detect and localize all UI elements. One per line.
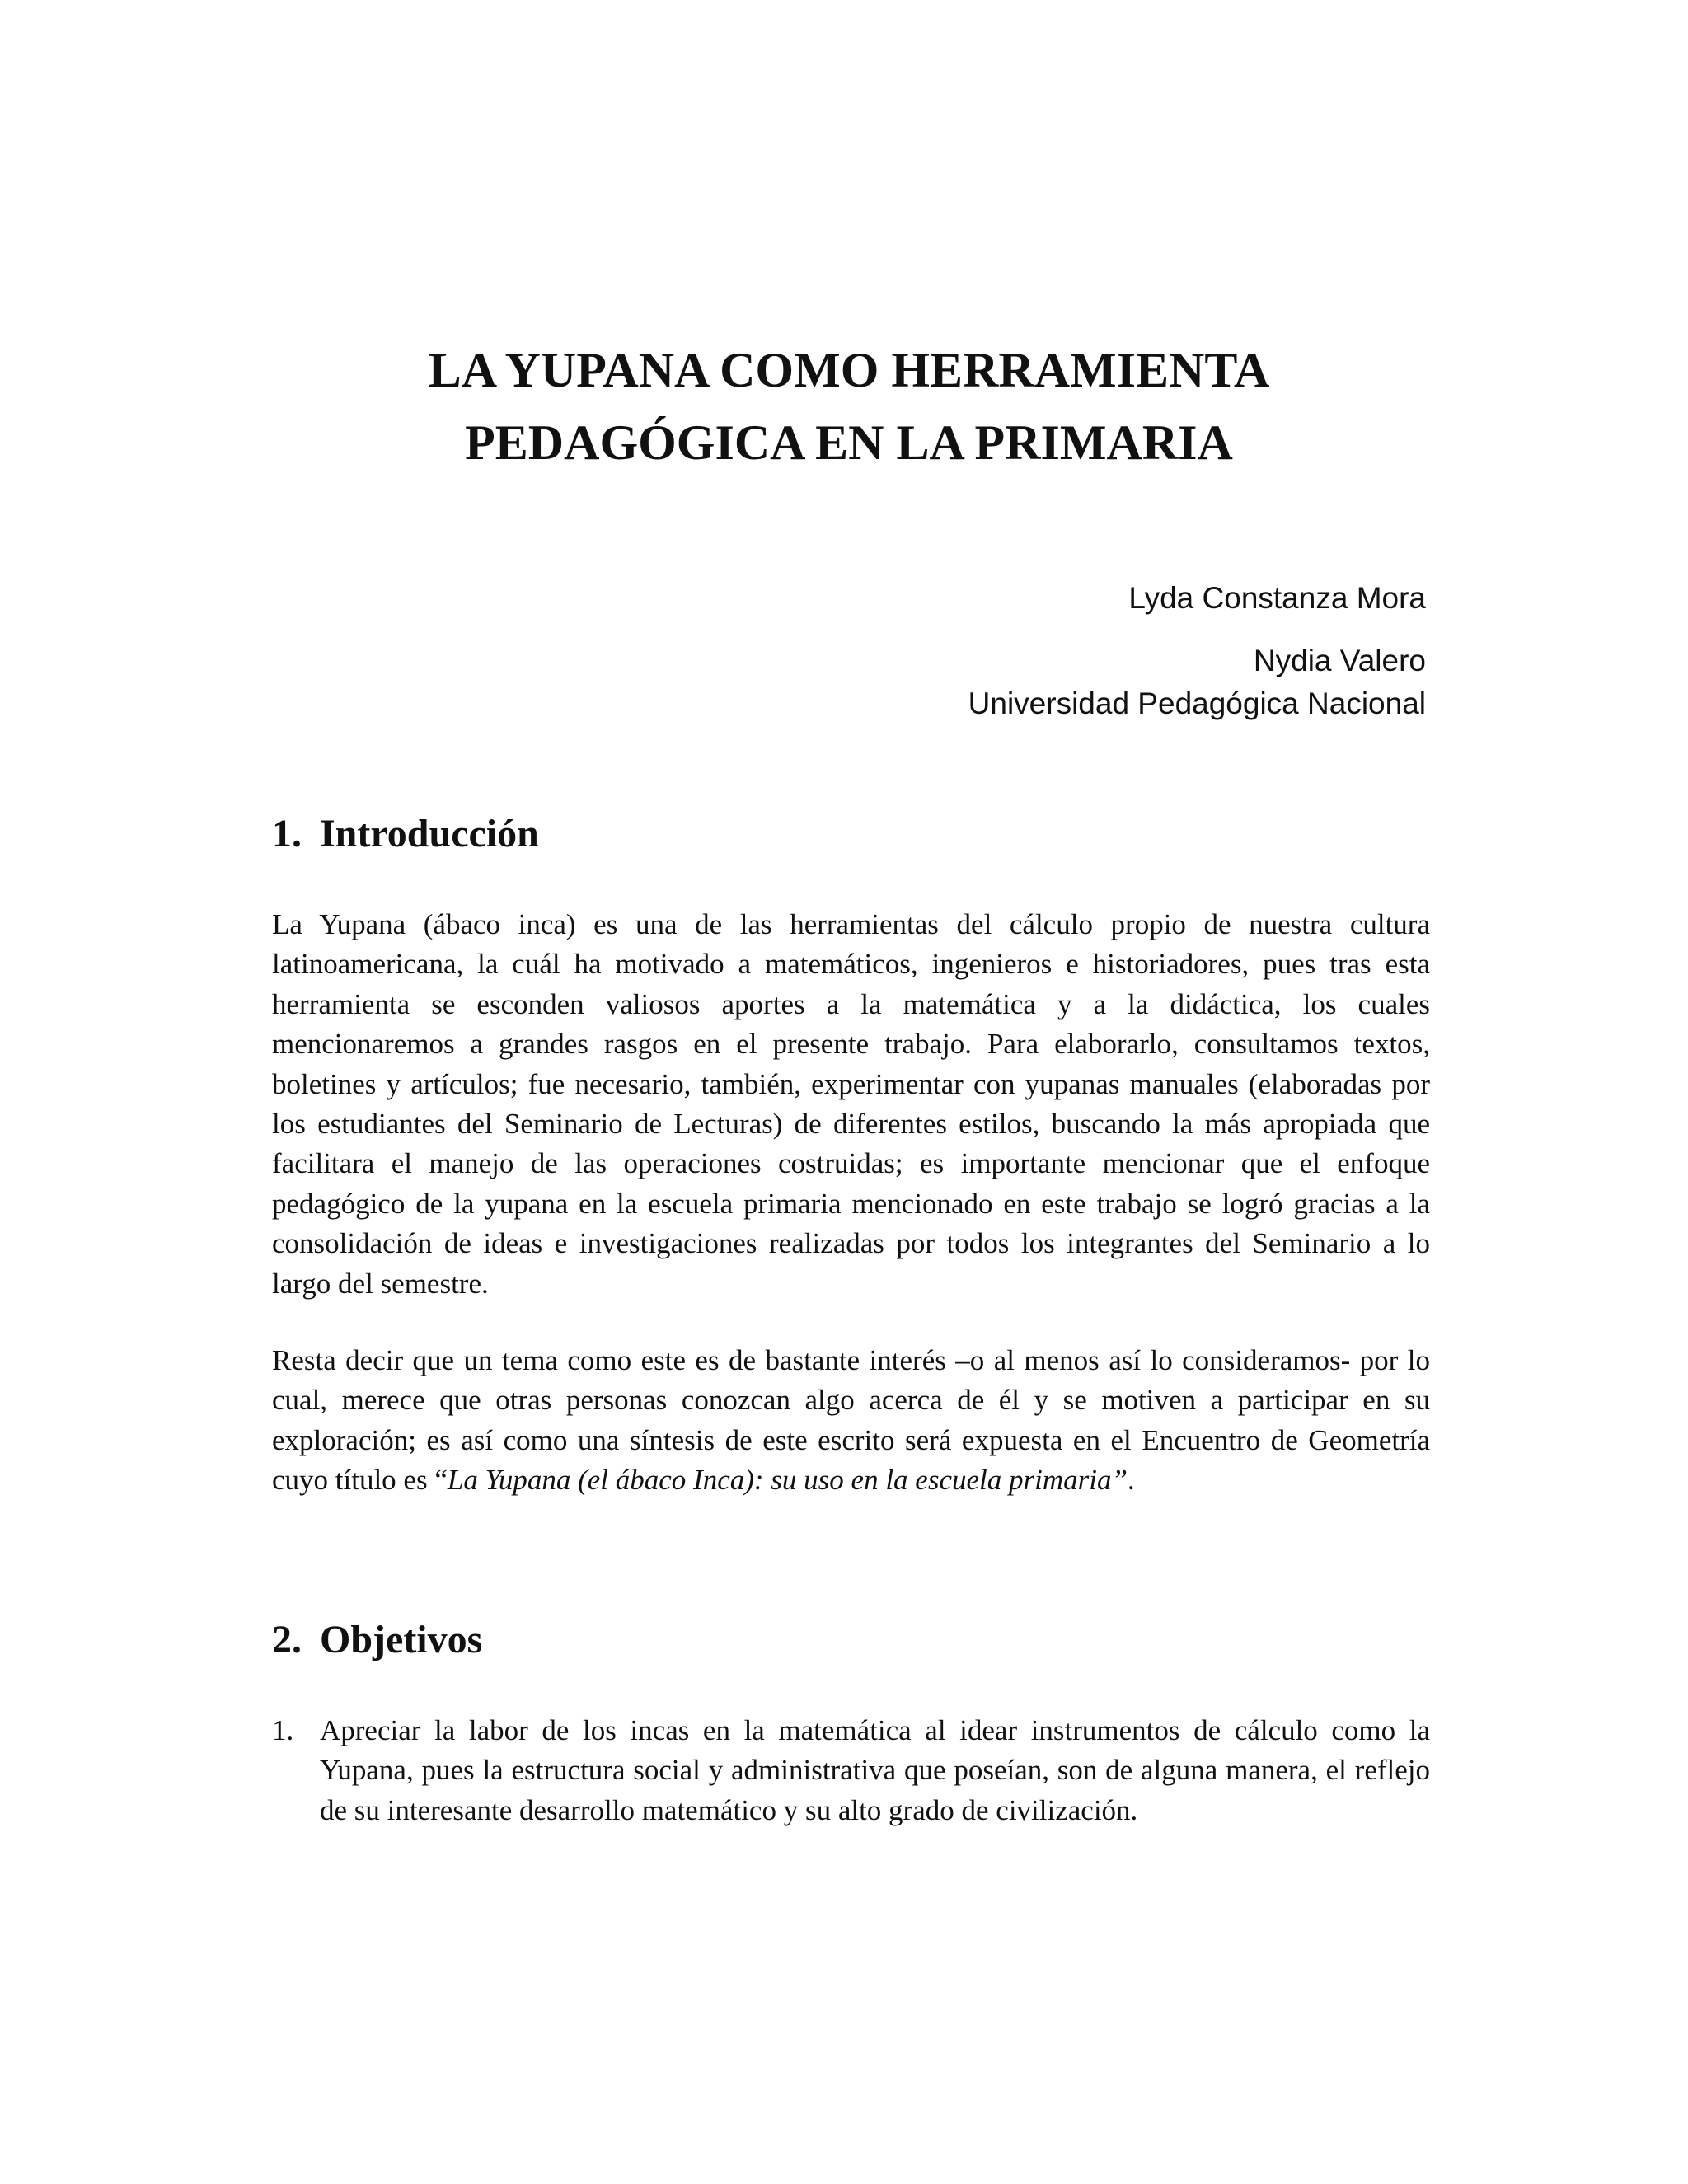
list-item: [272, 1711, 1430, 1830]
section-number: 2.: [272, 1618, 302, 1661]
intro-paragraph-2: [272, 1341, 1430, 1501]
section-title: Objetivos: [320, 1618, 483, 1661]
section-number: 1.: [272, 812, 302, 855]
paragraph-text: Resta decir que un tema como este es de bastante interés –o al menos así lo consideramos- por lo cual, merece que otras personas conozcan algo acerca de él y se motiven a participar en su exploración; es así como una síntesis de este escrito será expuesta en el Encuentro de Geometría cuyo título es “: [272, 1344, 1430, 1497]
paper-title: [272, 334, 1426, 479]
author-affiliation: Universidad Pedagógica Nacional: [968, 687, 1426, 720]
list-item-text: Apreciar la labor de los incas en la matemática al idear instrumentos de cálculo como la Yupana, pues la estructura social y administrativa que poseían, son de alguna manera, el reflejo de su interesante desarrollo matemático y su alto grado de civilización.: [320, 1714, 1430, 1826]
section-heading-objetivos: [272, 1615, 482, 1665]
title-line-1: LA YUPANA COMO HERRAMIENTA: [428, 343, 1270, 397]
paragraph-text-end: .: [1127, 1464, 1135, 1497]
italic-quoted-title: La Yupana (el ábaco Inca): su uso en la escuela primaria”: [447, 1464, 1128, 1497]
intro-paragraph-1: La Yupana (ábaco inca) es una de las herramientas del cálculo propio de nuestra cultura latinoamericana, la cuál ha motivado a matemáticos, ingenieros e historiadores, pues tras esta herramienta se esconden valiosos aportes a la matemática y a la didáctica, los cuales mencionaremos a grandes rasgos en el presente trabajo. Para elaborarlo, consultamos textos, boletines y artículos; fue necesario, también, experimentar con yupanas manuales (elaboradas por los estudiantes del Seminario de Lecturas) de diferentes estilos, buscando la más apropiada que facilitara el manejo de las operaciones costruidas; es importante mencionar que el enfoque pedagógico de la yupana en la escuela primaria mencionado en este trabajo se logró gracias a la consolidación de ideas e investigaciones realizadas por todos los integrantes del Seminario a lo largo del semestre.: [272, 908, 1430, 1300]
title-line-2: PEDAGÓGICA EN LA PRIMARIA: [465, 415, 1233, 470]
list-item-number: 1.: [272, 1714, 294, 1746]
section-heading-introduccion: [272, 809, 539, 859]
section-title: Introducción: [320, 812, 539, 855]
objectives-list: [272, 1711, 1430, 1830]
author-name-2: Nydia Valero: [1253, 644, 1426, 677]
author-block: [968, 577, 1426, 725]
author-name-1: Lyda Constanza Mora: [1128, 581, 1426, 615]
